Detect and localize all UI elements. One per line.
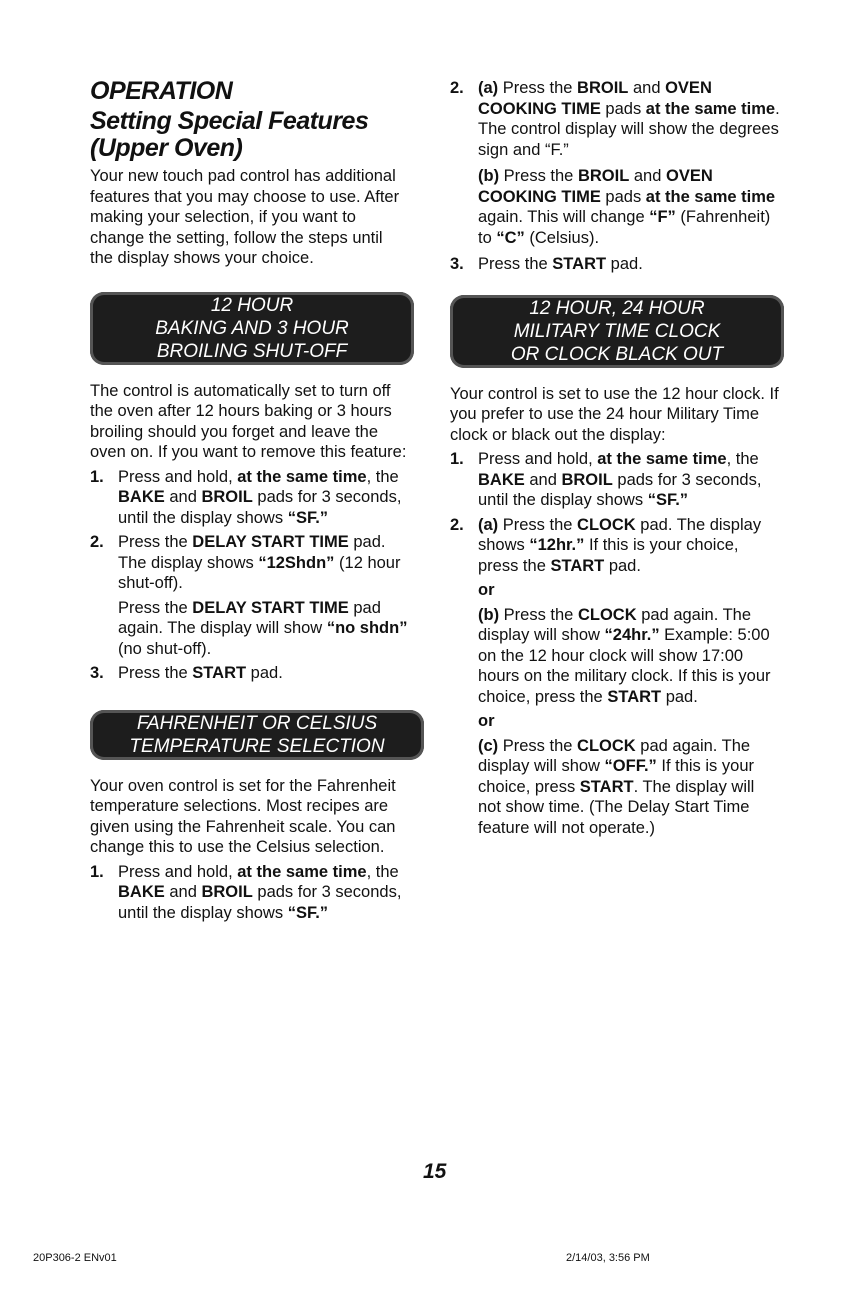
sub-label: (a) bbox=[478, 79, 499, 97]
text: (no shut-off). bbox=[118, 639, 212, 658]
shutoff-paragraph: The control is automatically set to turn off the oven after 12 hours baking or 3 hours broiling should you forget and leave the oven on. If you want to remove this feature: bbox=[90, 381, 407, 461]
display-code: “12hr.” bbox=[529, 536, 585, 554]
sub-label: (b) bbox=[478, 605, 500, 624]
keyword: BAKE bbox=[478, 470, 525, 489]
step-item bbox=[450, 254, 780, 275]
text: pads for 3 seconds, until the display shows bbox=[478, 470, 762, 509]
text: , the bbox=[726, 450, 759, 468]
keyword: BROIL bbox=[577, 79, 629, 97]
display-code: “12Shdn” bbox=[258, 553, 335, 572]
text: Press the bbox=[498, 515, 578, 534]
keyword: CLOCK bbox=[577, 515, 636, 534]
text: pads for 3 seconds, until the display shows bbox=[118, 488, 402, 527]
keyword: BAKE bbox=[118, 883, 165, 901]
text: and bbox=[628, 79, 666, 97]
display-code: “F” bbox=[649, 208, 676, 226]
keyword: START bbox=[607, 687, 662, 706]
text: , the bbox=[366, 467, 399, 486]
text: pad. bbox=[246, 664, 283, 682]
banner-clock bbox=[450, 295, 784, 368]
sub-label: (c) bbox=[478, 736, 499, 755]
step-number: 2. bbox=[450, 515, 464, 534]
temperature-steps bbox=[90, 862, 410, 924]
text: pad again. The display will show bbox=[478, 605, 751, 644]
footer-left: 20P306-2 ENv01 bbox=[33, 1252, 117, 1264]
text: (Fahrenheit) to bbox=[478, 208, 771, 247]
emphasis: at the same time bbox=[597, 450, 727, 468]
step-item bbox=[90, 467, 410, 529]
banner-temperature bbox=[90, 710, 424, 760]
section-subheading: (Upper Oven) bbox=[90, 134, 243, 162]
text: pads bbox=[600, 187, 646, 206]
display-code: “SF.” bbox=[287, 903, 329, 922]
keyword: OVEN COOKING TIME bbox=[478, 79, 712, 118]
step-subline bbox=[478, 736, 780, 839]
display-code: “24hr.” bbox=[604, 626, 660, 644]
clock-steps bbox=[450, 449, 780, 838]
display-code: “no shdn” bbox=[326, 619, 408, 637]
keyword: START bbox=[192, 664, 247, 682]
text: and bbox=[164, 883, 202, 901]
temperature-steps-continued bbox=[450, 78, 780, 275]
banner-line: OR CLOCK BLACK OUT bbox=[510, 343, 724, 365]
text: Press the bbox=[498, 79, 578, 97]
keyword: OVEN COOKING TIME bbox=[478, 167, 713, 206]
text: Example: 5:00 on the 12 hour clock will show 17:00 hours on the military clock. If this is your choice, press the bbox=[478, 626, 771, 706]
emphasis: at the same time bbox=[645, 187, 776, 206]
step-number: 2. bbox=[450, 79, 464, 97]
footer-right: 2/14/03, 3:56 PM bbox=[566, 1252, 650, 1264]
step-item bbox=[450, 449, 780, 511]
or-separator: or bbox=[478, 712, 495, 730]
keyword: CLOCK bbox=[577, 736, 636, 755]
step-subline bbox=[478, 605, 780, 708]
left-column bbox=[90, 78, 410, 923]
step-number: 3. bbox=[450, 255, 464, 273]
text: pad again. The display will show bbox=[478, 736, 751, 775]
display-code: “C” bbox=[496, 228, 525, 247]
text: Press the bbox=[118, 598, 193, 617]
keyword: BROIL bbox=[577, 167, 630, 185]
display-code: “SF.” bbox=[647, 491, 689, 509]
step-number: 1. bbox=[90, 467, 104, 486]
or-separator: or bbox=[478, 581, 495, 599]
step-item bbox=[90, 532, 410, 659]
keyword: START bbox=[552, 255, 607, 273]
shutoff-steps bbox=[90, 467, 410, 684]
text: If this is your choice, press bbox=[478, 757, 754, 796]
banner-line: MILITARY TIME CLOCK bbox=[513, 320, 721, 342]
text: (Celsius). bbox=[524, 228, 600, 247]
banner-line: 12 HOUR, 24 HOUR bbox=[529, 297, 705, 319]
text: pad. The display shows bbox=[478, 515, 762, 554]
keyword: START bbox=[579, 777, 634, 796]
keyword: BROIL bbox=[201, 883, 253, 901]
step-item bbox=[450, 78, 780, 248]
text: pad. The display shows bbox=[118, 533, 386, 572]
operation-heading: OPERATION bbox=[90, 77, 233, 105]
display-code: “SF.” bbox=[287, 508, 329, 527]
text: pad. bbox=[661, 687, 698, 706]
step-subline bbox=[118, 598, 410, 660]
text: Press the bbox=[478, 255, 553, 273]
page-number: 15 bbox=[423, 1160, 447, 1183]
text: again. This will change bbox=[478, 208, 650, 226]
banner-line: 12 HOUR bbox=[210, 294, 294, 316]
sub-label: (a) bbox=[478, 515, 499, 534]
step-item bbox=[90, 862, 410, 924]
text: Press the bbox=[118, 664, 193, 682]
text: Press and hold, bbox=[118, 467, 238, 486]
keyword: DELAY START TIME bbox=[192, 598, 349, 617]
section-heading: Setting Special Features bbox=[90, 107, 369, 135]
text: pad. bbox=[606, 255, 643, 273]
keyword: BROIL bbox=[201, 488, 253, 506]
text: Press the bbox=[118, 533, 193, 551]
text: (12 hour shut-off). bbox=[118, 553, 401, 592]
text: , the bbox=[366, 862, 399, 881]
keyword: BAKE bbox=[118, 488, 165, 506]
text: Press and hold, bbox=[118, 862, 238, 881]
text: . The display will not show time. (The Delay Start Time feature will not operate.) bbox=[478, 777, 755, 837]
text: pads bbox=[600, 99, 646, 118]
emphasis: at the same time bbox=[645, 99, 776, 118]
display-code: “OFF.” bbox=[604, 757, 657, 775]
banner-line: BROILING SHUT-OFF bbox=[156, 340, 348, 362]
text: If this is your choice, press the bbox=[478, 536, 739, 575]
keyword: DELAY START TIME bbox=[192, 533, 349, 551]
keyword: BROIL bbox=[561, 470, 613, 489]
step-subline bbox=[478, 78, 780, 160]
clock-paragraph: Your control is set to use the 12 hour clock. If you prefer to use the 24 hour Military Time clock or black out the display: bbox=[450, 384, 779, 444]
step-number: 1. bbox=[90, 862, 104, 881]
sub-label: (b) bbox=[478, 167, 500, 185]
banner-shutoff bbox=[90, 292, 414, 365]
step-number: 3. bbox=[90, 664, 104, 682]
right-column bbox=[450, 78, 780, 838]
banner-line: TEMPERATURE SELECTION bbox=[129, 735, 385, 757]
text: Press the bbox=[498, 736, 578, 755]
text: Press and hold, bbox=[478, 450, 598, 468]
intro-paragraph: Your new touch pad control has additional features that you may choose to use. After making your selection, if you want to change the setting, follow the steps until the display shows your choice. bbox=[90, 167, 400, 267]
text: Press the bbox=[499, 605, 578, 624]
temperature-paragraph: Your oven control is set for the Fahrenheit temperature selections. Most recipes are given using the Fahrenheit scale. You can change this to use the Celsius selection. bbox=[90, 776, 396, 856]
emphasis: at the same time bbox=[237, 862, 367, 881]
step-number: 1. bbox=[450, 450, 464, 468]
text: Press the bbox=[499, 167, 578, 185]
keyword: START bbox=[550, 556, 605, 575]
emphasis: at the same time bbox=[237, 467, 367, 486]
text: and bbox=[524, 470, 562, 489]
keyword: CLOCK bbox=[577, 605, 637, 624]
text: pad. bbox=[604, 556, 641, 575]
text: and bbox=[629, 167, 666, 185]
text: and bbox=[164, 488, 202, 506]
banner-line: FAHRENHEIT OR CELSIUS bbox=[136, 712, 378, 734]
banner-line: BAKING AND 3 HOUR bbox=[155, 317, 349, 339]
step-item bbox=[90, 663, 410, 684]
step-subline bbox=[478, 515, 780, 577]
text: pad again. The display will show bbox=[118, 598, 381, 637]
step-number: 2. bbox=[90, 533, 104, 551]
step-subline bbox=[478, 166, 780, 248]
text: pads for 3 seconds, until the display shows bbox=[118, 883, 402, 922]
step-item bbox=[450, 515, 780, 839]
text: . The control display will show the degrees sign and “F.” bbox=[478, 99, 780, 159]
